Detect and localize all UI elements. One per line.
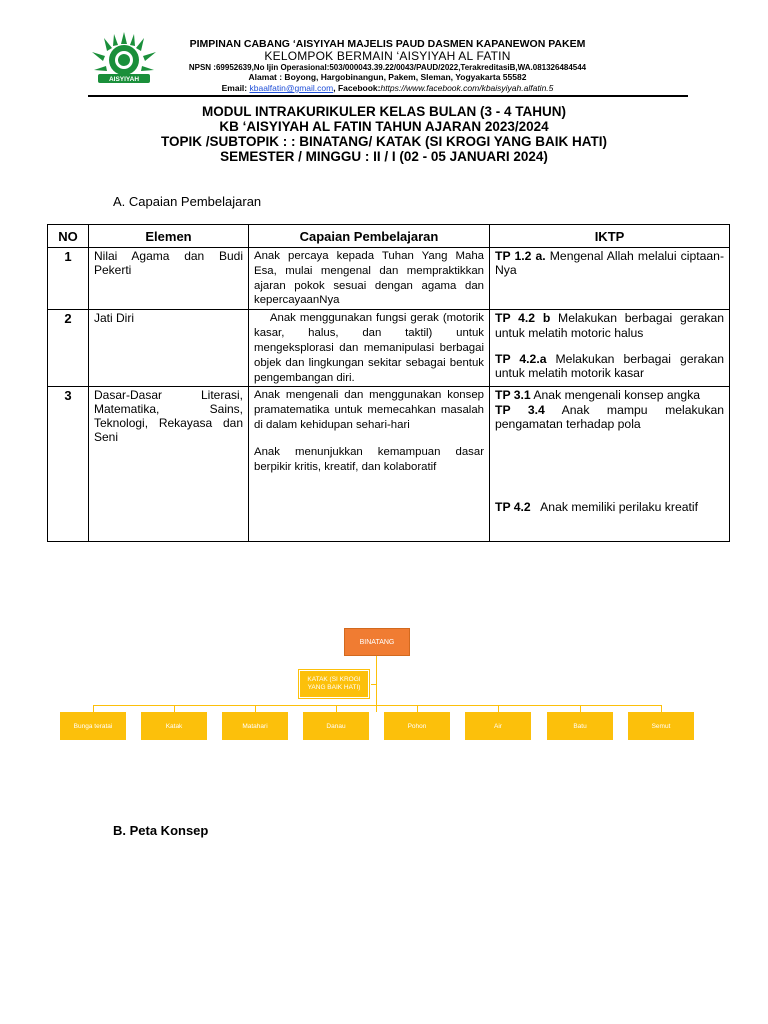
module-title: MODUL INTRAKURIKULER KELAS BULAN (3 - 4 TAHUN)	[202, 104, 566, 119]
header-iktp: IKTP	[490, 225, 730, 248]
connector-line	[371, 684, 376, 685]
header-no: NO	[48, 225, 89, 248]
row-iktp	[490, 248, 730, 310]
connector-line	[580, 705, 581, 712]
letterhead-address: Alamat : Boyong, Hargobinangun, Pakem, Sleman, Yogyakarta 55582	[248, 72, 527, 82]
concept-leaf-danau: Danau	[303, 712, 369, 740]
row-iktp	[490, 387, 730, 542]
facebook-link[interactable]: https://www.facebook.com/kbaisyiyah.alfatin.5	[380, 83, 554, 93]
iktp-text: Mengenal Allah melalui ciptaan-Nya	[495, 249, 725, 278]
iktp-code: TP 3.4	[495, 402, 545, 417]
iktp-code: TP 4.2 b	[495, 311, 551, 326]
aisyiyah-logo-icon	[88, 30, 160, 92]
semester-title: SEMESTER / MINGGU : II / I (02 - 05 JANUARI 2024)	[220, 149, 548, 164]
logo-text: AISYIYAH	[108, 76, 140, 83]
connector-line	[498, 705, 499, 712]
concept-leaf-pohon: Pohon	[384, 712, 450, 740]
letterhead-contact	[165, 83, 610, 93]
connector-line	[255, 705, 256, 712]
row-elemen: Dasar-Dasar Literasi, Matematika, Sains, Teknologi, Rekayasa dan Seni	[89, 387, 249, 542]
table-header-row	[48, 225, 730, 248]
row-elemen: Jati Diri	[89, 310, 249, 387]
table-row	[48, 248, 730, 310]
learning-outcomes-table	[47, 224, 730, 542]
concept-sub-node: KATAK (SI KROGI YANG BAIK HATI)	[299, 670, 369, 698]
email-label: Email:	[221, 83, 250, 93]
row-capaian: Anak percaya kepada Tuhan Yang Maha Esa, mulai mengenal dan mempraktikkan ajaran pokok sesuai dengan agama dan kepercayaanNya	[249, 248, 490, 310]
iktp-code: TP 4.2	[495, 499, 531, 514]
letterhead-organization: PIMPINAN CABANG ‘AISYIYAH MAJELIS PAUD DASMEN KAPANEWON PAKEM	[189, 38, 586, 50]
row-number: 1	[48, 248, 89, 310]
school-year-title: KB ‘AISYIYAH AL FATIN TAHUN AJARAN 2023/2024	[219, 119, 549, 134]
iktp-code: TP 3.1	[495, 388, 531, 403]
connector-line	[661, 705, 662, 712]
row-capaian: Anak menggunakan fungsi gerak (motorik kasar, halus, dan taktil) untuk mengeksplorasi dan memanipulasi berbagai objek dan lingkungan sekitar sebagai bentuk pengembangan diri.	[249, 310, 490, 387]
connector-line	[93, 705, 662, 706]
topic-title: TOPIK /SUBTOPIK : : BINATANG/ KATAK (SI KROGI YANG BAIK HATI)	[160, 134, 607, 149]
connector-line	[376, 656, 377, 712]
section-b-heading: B. Peta Konsep	[113, 823, 209, 838]
row-number: 2	[48, 310, 89, 387]
capaian-text: Anak mengenali dan menggunakan konsep pramatematika untuk memecahkan masalah di dalam kehidupan sehari-hari	[254, 389, 484, 432]
concept-leaf-batu: Batu	[547, 712, 613, 740]
header-elemen: Elemen	[89, 225, 249, 248]
section-a-heading: A. Capaian Pembelajaran	[113, 194, 262, 209]
concept-leaf-semut: Semut	[628, 712, 694, 740]
connector-line	[174, 705, 175, 712]
iktp-text: Anak mengenali konsep angka	[530, 388, 701, 403]
iktp-text: Anak memiliki perilaku kreatif	[530, 499, 698, 514]
row-number: 3	[48, 387, 89, 542]
iktp-text: Anak mampu melakukan pengamatan terhadap pola	[495, 402, 725, 432]
iktp-code: TP 4.2.a	[495, 352, 547, 367]
row-capaian	[249, 387, 490, 542]
table-row	[48, 310, 730, 387]
table-row	[48, 387, 730, 542]
contact-separator: , Facebook:	[333, 83, 381, 93]
letterhead-divider	[88, 95, 688, 97]
connector-line	[336, 705, 337, 712]
concept-leaf-katak: Katak	[141, 712, 207, 740]
iktp-text: Melakukan berbagai gerakan untuk melatih motoric halus	[495, 311, 724, 340]
iktp-code: TP 1.2 a.	[495, 249, 546, 263]
header-capaian: Capaian Pembelajaran	[249, 225, 490, 248]
connector-line	[93, 705, 94, 712]
concept-root-node: BINATANG	[344, 628, 410, 656]
email-link[interactable]: kbaalfatin@gmail.com	[249, 83, 334, 93]
row-iktp	[490, 310, 730, 387]
letterhead-registration: NPSN :69952639,No Ijin Operasional:503/000043.39.22/0043/PAUD/2022,TerakreditasiB,WA.081326484544	[188, 63, 587, 72]
concept-leaf-air: Air	[465, 712, 531, 740]
letterhead-school-name: KELOMPOK BERMAIN ‘AISYIYAH AL FATIN	[264, 49, 511, 63]
concept-leaf-bunga-teratai: Bunga teratai	[60, 712, 126, 740]
iktp-text: Melakukan berbagai gerakan untuk melatih motorik kasar	[495, 352, 724, 381]
concept-leaf-matahari: Matahari	[222, 712, 288, 740]
row-elemen: Nilai Agama dan Budi Pekerti	[89, 248, 249, 310]
connector-line	[417, 705, 418, 712]
capaian-text-2: Anak menunjukkan kemampuan dasar berpikir kritis, kreatif, dan kolaboratif	[254, 445, 484, 473]
